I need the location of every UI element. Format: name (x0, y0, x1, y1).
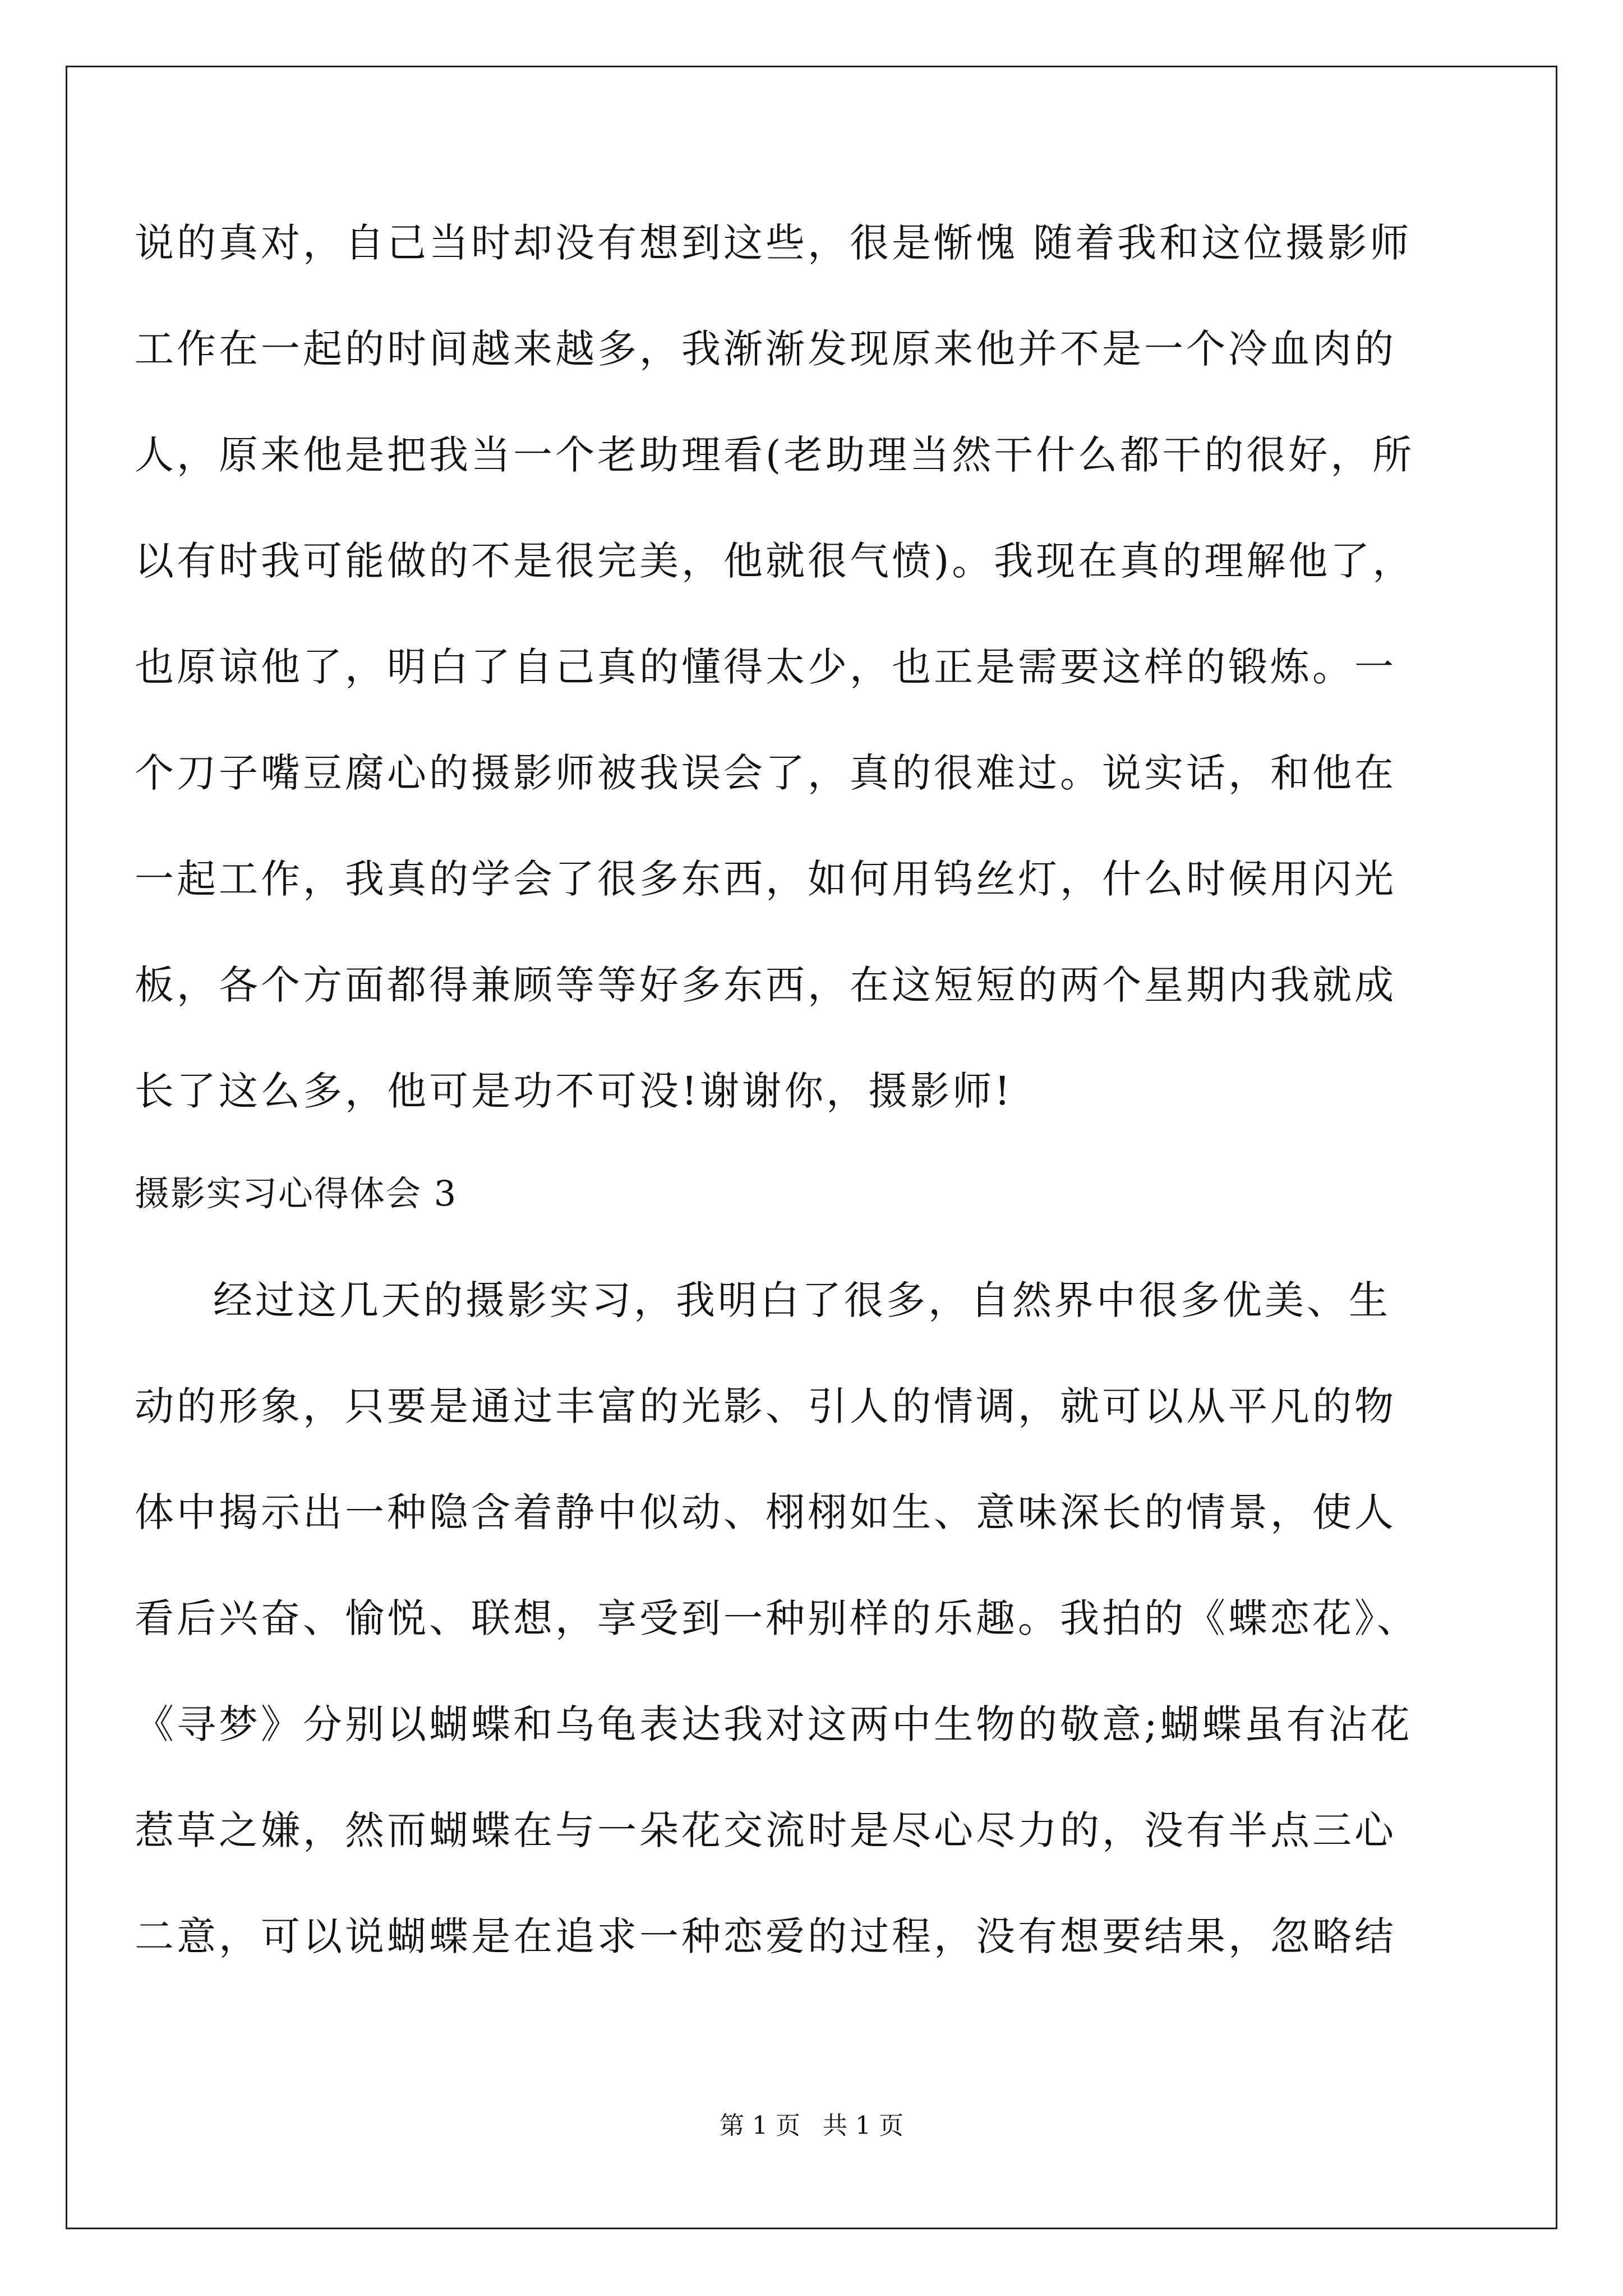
body-line: 板，各个方面都得兼顾等等好多东西，在这短短的两个星期内我就成 (135, 962, 1396, 1008)
page-frame (66, 66, 1557, 2229)
paragraph-line: 二意，可以说蝴蝶是在追求一种恋爱的过程，没有想要结果，忽略结 (135, 1913, 1396, 1959)
body-line: 也原谅他了，明白了自己真的懂得太少，也正是需要这样的锻炼。一 (135, 644, 1396, 690)
page-number: 第 1 页 (720, 2111, 800, 2140)
page-total: 共 1 页 (823, 2111, 903, 2140)
paragraph-line: 经过这几天的摄影实习，我明白了很多，自然界中很多优美、生 (213, 1277, 1391, 1323)
body-line: 工作在一起的时间越来越多，我渐渐发现原来他并不是一个冷血肉的 (135, 326, 1396, 372)
body-line: 长了这么多，他可是功不可没!谢谢你，摄影师! (135, 1068, 1013, 1114)
body-line: 以有时我可能做的不是很完美，他就很气愤)。我现在真的理解他了， (135, 538, 1415, 584)
paragraph-line: 看后兴奋、愉悦、联想，享受到一种别样的乐趣。我拍的《蝶恋花》、 (135, 1595, 1419, 1641)
page-footer (0, 2110, 1623, 2142)
paragraph-line: 惹草之嫌，然而蝴蝶在与一朵花交流时是尽心尽力的，没有半点三心 (135, 1807, 1396, 1853)
paragraph-line: 体中揭示出一种隐含着静中似动、栩栩如生、意味深长的情景，使人 (135, 1489, 1396, 1535)
paragraph-line: 动的形象，只要是通过丰富的光影、引人的情调，就可以从平凡的物 (135, 1383, 1396, 1429)
paragraph-line: 《寻梦》分别以蝴蝶和乌龟表达我对这两中生物的敬意;蝴蝶虽有沾花 (135, 1701, 1413, 1747)
body-line: 人，原来他是把我当一个老助理看(老助理当然干什么都干的很好，所 (135, 432, 1415, 478)
body-line: 一起工作，我真的学会了很多东西，如何用钨丝灯，什么时候用闪光 (135, 856, 1396, 902)
body-line: 个刀子嘴豆腐心的摄影师被我误会了，真的很难过。说实话，和他在 (135, 750, 1396, 796)
section-heading: 摄影实习心得体会 3 (135, 1173, 458, 1214)
body-line: 说的真对，自己当时却没有想到这些，很是惭愧 随着我和这位摄影师 (135, 220, 1412, 266)
